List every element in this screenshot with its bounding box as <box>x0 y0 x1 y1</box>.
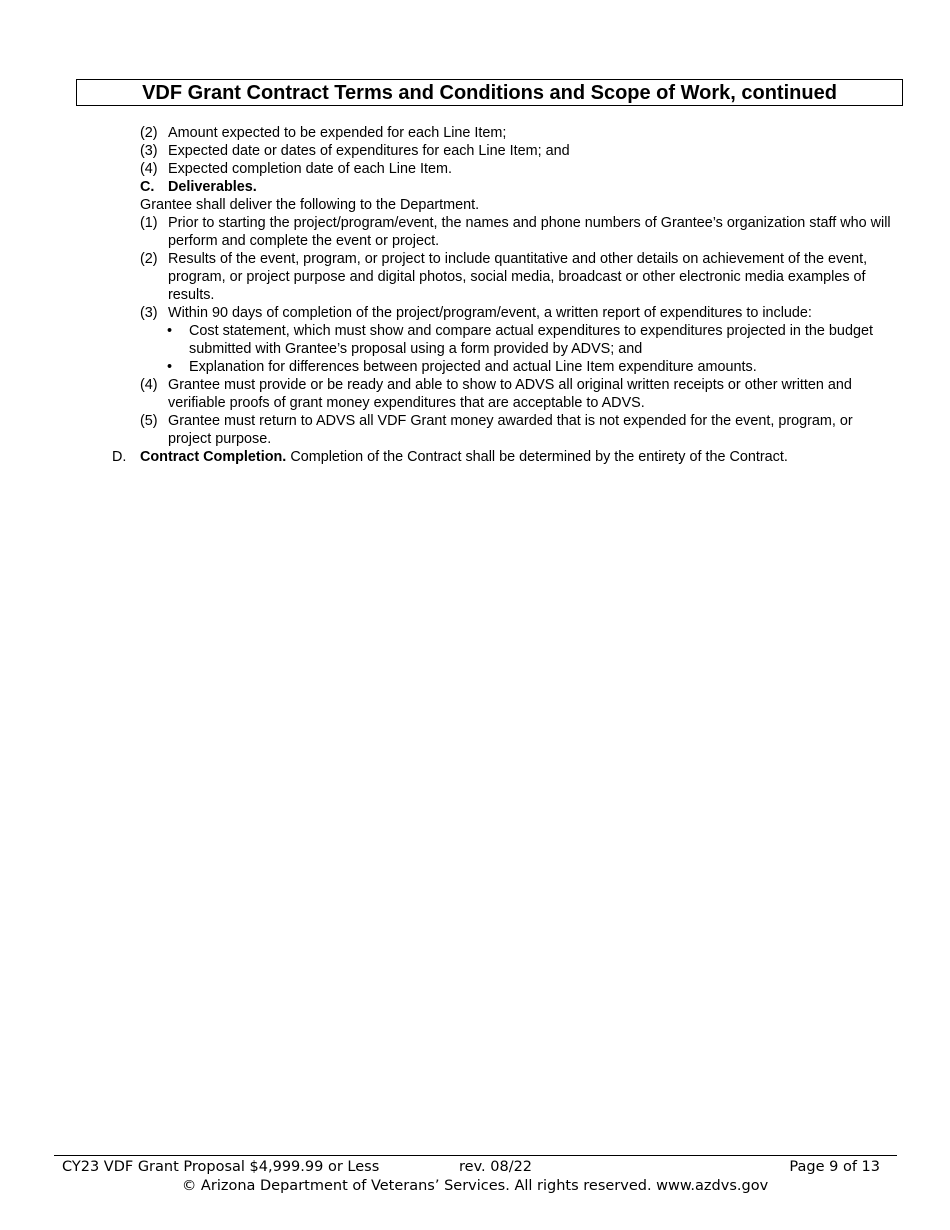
item-number: (1) <box>140 215 158 231</box>
footer-divider <box>54 1155 897 1156</box>
list-item <box>0 124 950 142</box>
item-text: Expected completion date of each Line Item. <box>168 161 452 177</box>
section-title: VDF Grant Contract Terms and Conditions and Scope of Work, continued <box>142 81 837 104</box>
bullet-text: Explanation for differences between projected and actual Line Item expenditure amounts. <box>189 359 757 375</box>
section-c-title: Deliverables. <box>168 179 257 195</box>
section-d <box>0 448 950 466</box>
footer-copyright: © Arizona Department of Veterans’ Services. All rights reserved. www.azdvs.gov <box>181 1178 769 1194</box>
bullet-item <box>0 358 950 376</box>
item-number: (3) <box>140 143 158 159</box>
item-text: Amount expected to be expended for each Line Item; <box>168 125 507 141</box>
list-item <box>0 412 950 448</box>
section-d-label: D. <box>112 449 127 465</box>
item-number: (5) <box>140 413 158 429</box>
bullet-text: Cost statement, which must show and compare actual expenditures to expenditures projected in the budget submitted with Grantee’s proposal using a form provided by ADVS; and <box>189 323 873 357</box>
item-number: (4) <box>140 377 158 393</box>
item-text: Grantee must return to ADVS all VDF Grant money awarded that is not expended for the event, program, or project purpose. <box>168 413 853 447</box>
item-text: Expected date or dates of expenditures for each Line Item; and <box>168 143 570 159</box>
bullet-icon: • <box>167 359 173 375</box>
section-c-intro <box>0 196 950 214</box>
footer-form-name: CY23 VDF Grant Proposal $4,999.99 or Less <box>62 1159 380 1175</box>
document-body <box>0 124 950 466</box>
item-text: Within 90 days of completion of the project/program/event, a written report of expenditures to include: <box>168 305 812 321</box>
item-number: (2) <box>140 125 158 141</box>
item-text: Prior to starting the project/program/event, the names and phone numbers of Grantee’s organization staff who will perform and complete the event or project. <box>168 215 891 249</box>
section-d-heading: Contract Completion. <box>140 449 287 465</box>
list-item <box>0 304 950 322</box>
list-item <box>0 250 950 304</box>
item-text: Grantee must provide or be ready and able to show to ADVS all original written receipts or other written and verifiable proofs of grant money expenditures that are acceptable to ADVS. <box>168 377 852 411</box>
section-c-label: C. <box>140 179 155 195</box>
footer-page-number: Page 9 of 13 <box>789 1159 880 1175</box>
section-d-text: Completion of the Contract shall be determined by the entirety of the Contract. <box>290 449 788 465</box>
list-item <box>0 142 950 160</box>
item-number: (4) <box>140 161 158 177</box>
item-number: (3) <box>140 305 158 321</box>
item-text: Results of the event, program, or project to include quantitative and other details on achievement of the event, program, or project purpose and digital photos, social media, broadcast or other electronic media examples of results. <box>168 251 868 303</box>
section-title-box <box>76 79 903 106</box>
list-item <box>0 376 950 412</box>
list-item <box>0 160 950 178</box>
section-d-paragraph <box>140 448 950 466</box>
footer-revision: rev. 08/22 <box>459 1159 533 1175</box>
bullet-item <box>0 322 950 358</box>
item-number: (2) <box>140 251 158 267</box>
bullet-icon: • <box>167 323 173 339</box>
intro-text: Grantee shall deliver the following to the Department. <box>140 197 480 213</box>
list-item <box>0 214 950 250</box>
section-c-heading <box>0 178 950 196</box>
